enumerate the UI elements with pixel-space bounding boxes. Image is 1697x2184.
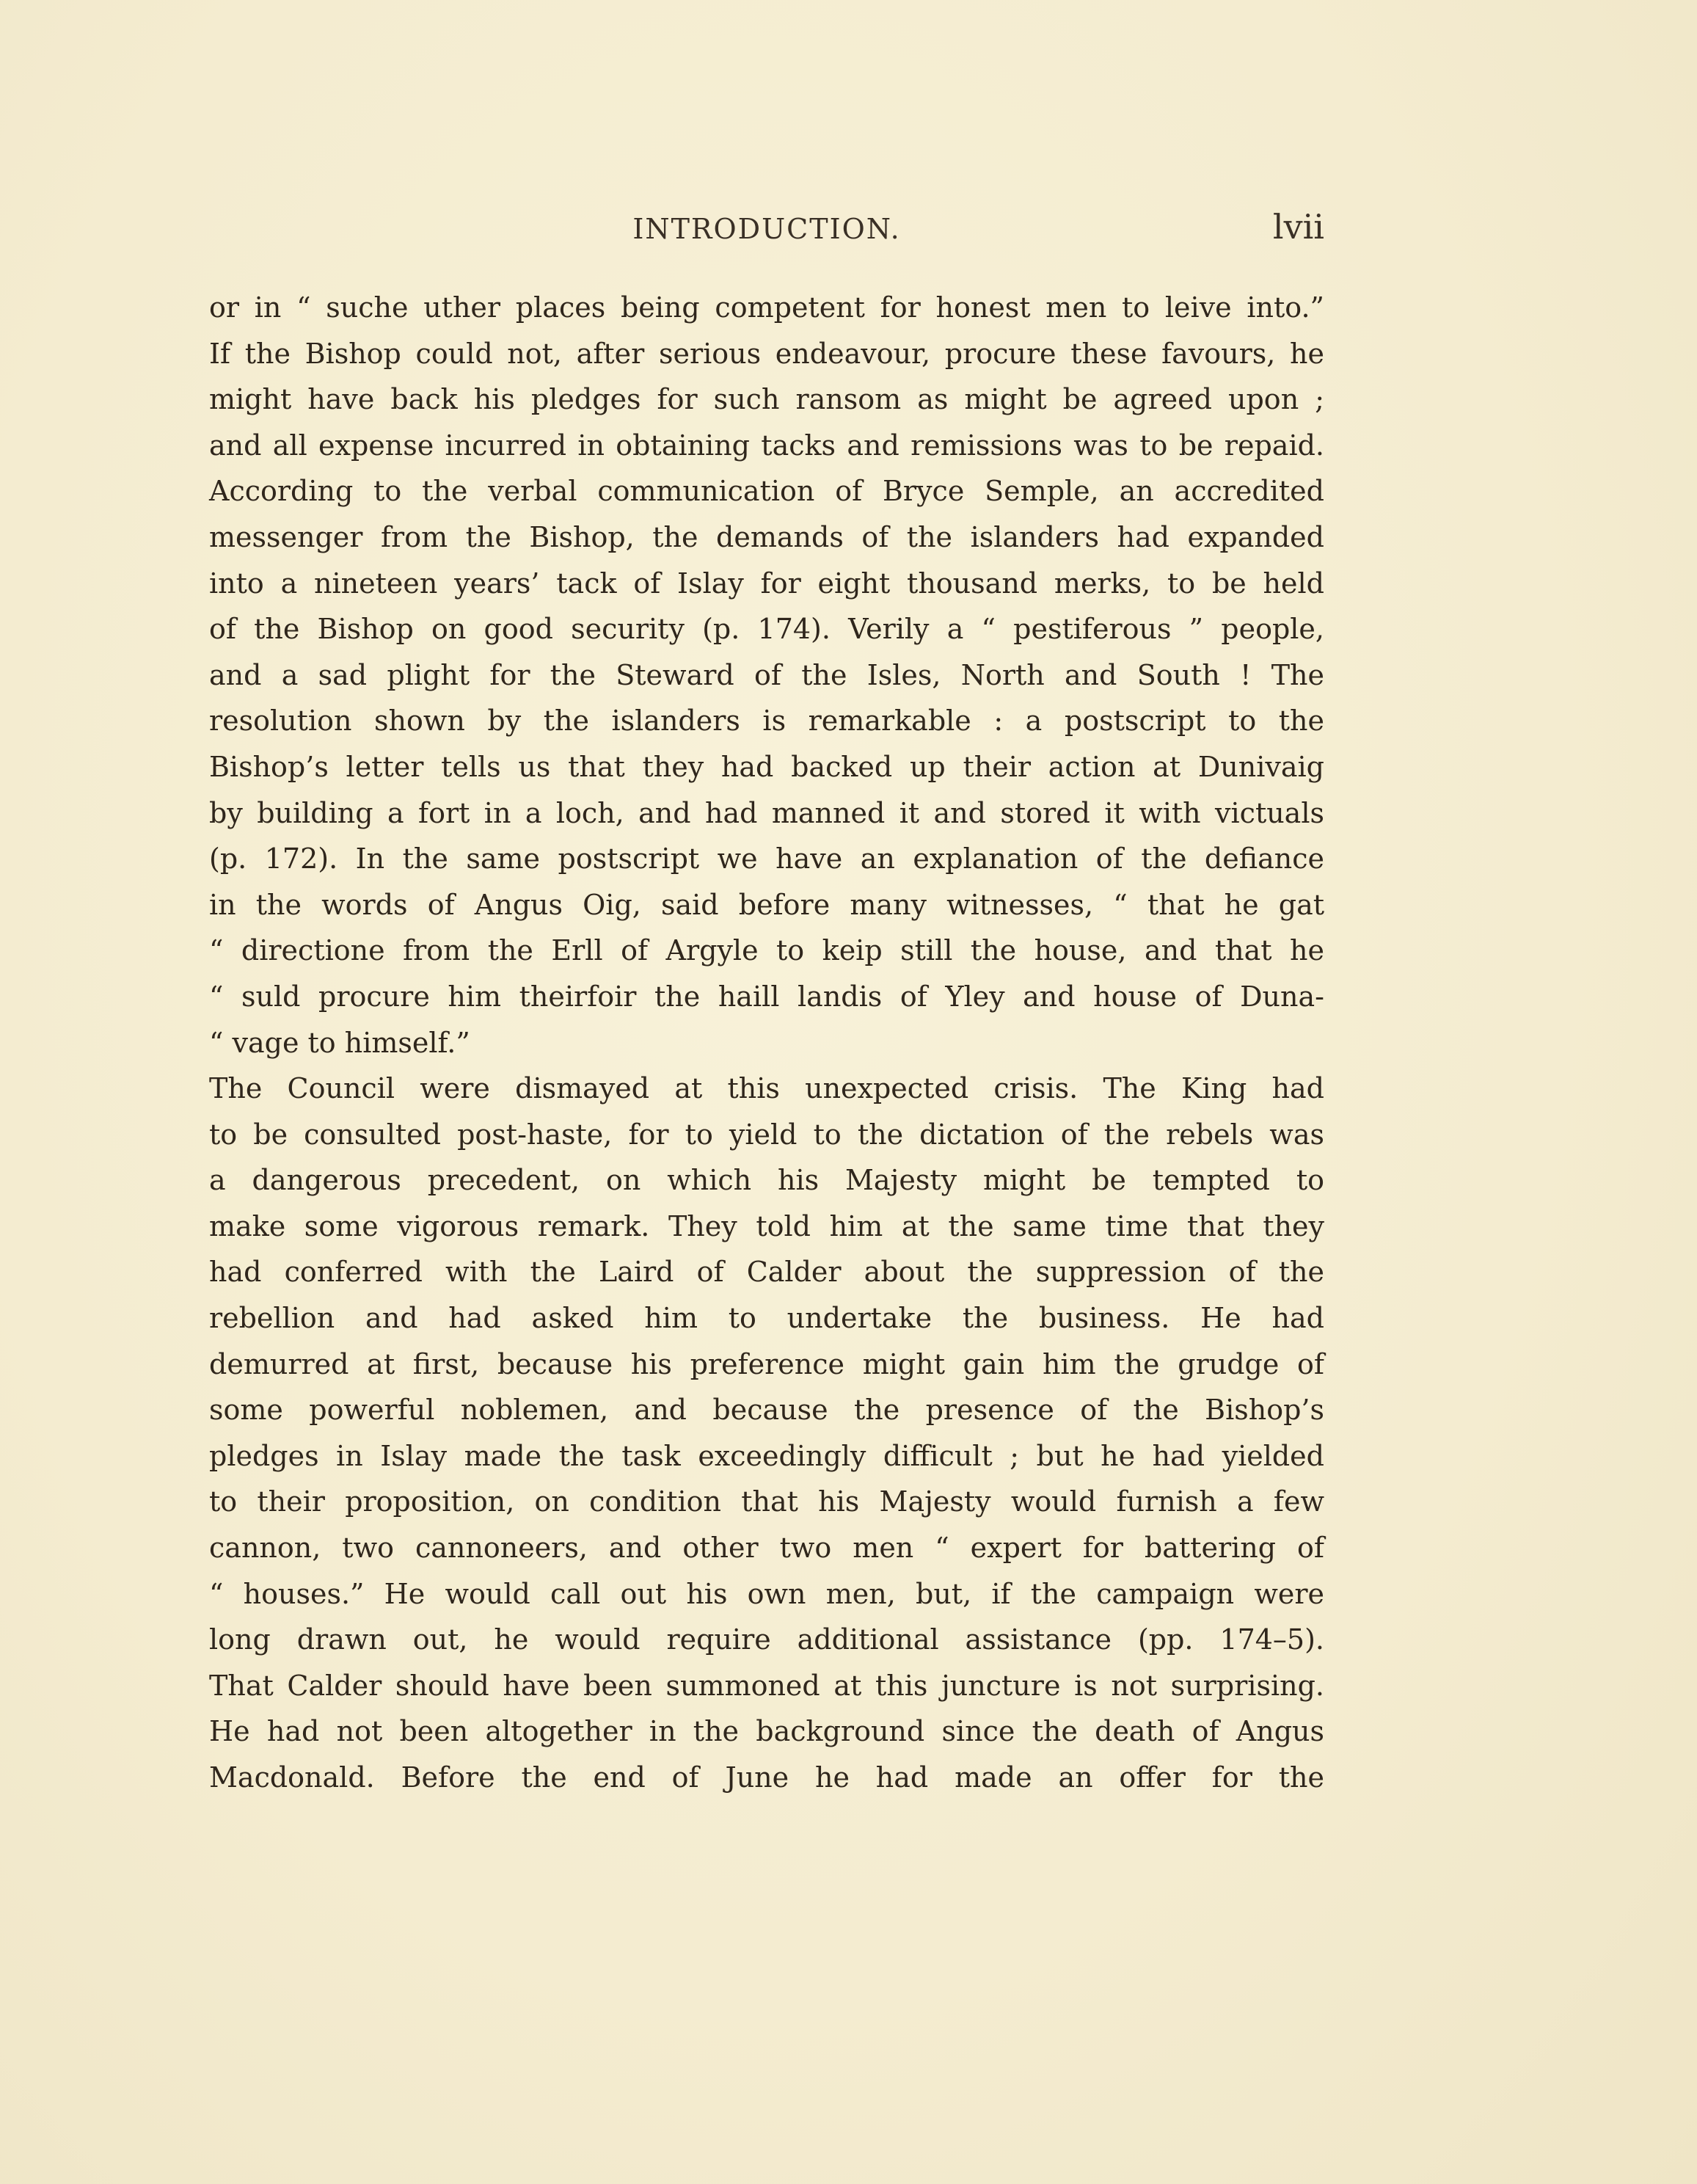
text-line: “ vage to himself.” [209, 1026, 470, 1059]
text-line: (p. 172). In the same postscript we have an explanation of the defiance [209, 842, 1324, 876]
running-title: INTRODUCTION. [632, 213, 901, 245]
text-line: demurred at first, because his preference might gain him the grudge of [209, 1347, 1324, 1380]
text-line: “ suld procure him theirfoir the haill landis of Yley and house of Duna- [209, 980, 1324, 1013]
text-line: resolution shown by the islanders is remarkable : a postscript to the [209, 705, 1324, 738]
text-line: messenger from the Bishop, the demands of the islanders had expanded [209, 520, 1324, 553]
text-line: in the words of Angus Oig, said before many witnesses, “ that he gat [209, 888, 1324, 921]
text-line: to their proposition, on condition that his Majesty would furnish a few [209, 1485, 1324, 1518]
text-line: That Calder should have been summoned at this juncture is not surprising. [209, 1669, 1324, 1702]
text-line: “ directione from the Erll of Argyle to keip still the house, and that he [209, 934, 1324, 967]
text-line: rebellion and had asked him to undertake the business. He had [209, 1302, 1324, 1335]
text-line: and all expense incurred in obtaining tacks and remissions was to be repaid. [209, 429, 1324, 462]
page-number: lvii [1272, 207, 1324, 247]
text-line: a dangerous precedent, on which his Majesty might be tempted to [209, 1164, 1324, 1197]
text-line: to be consulted post-haste, for to yield to the dictation of the rebels was [209, 1118, 1324, 1151]
text-line: into a nineteen years’ tack of Islay for eight thousand merks, to be held [209, 567, 1324, 600]
text-line: Macdonald. Before the end of June he had made an offer for the [209, 1761, 1324, 1794]
text-line: If the Bishop could not, after serious endeavour, procure these favours, he [209, 337, 1324, 370]
text-line: He had not been altogether in the background since the death of Angus [209, 1715, 1324, 1748]
text-line: long drawn out, he would require additional assistance (pp. 174–5). [209, 1623, 1324, 1656]
text-line: might have back his pledges for such ransom as might be agreed upon ; [209, 383, 1324, 416]
text-line: cannon, two cannoneers, and other two men “ expert for battering of [209, 1532, 1324, 1565]
text-line: or in “ suche uther places being competent for honest men to leive into.” [209, 291, 1324, 324]
text-line: by building a fort in a loch, and had manned it and stored it with victuals [209, 796, 1324, 829]
text-line: Bishop’s letter tells us that they had backed up their action at Dunivaig [209, 750, 1324, 783]
text-line: pledges in Islay made the task exceedingly difficult ; but he had yielded [209, 1439, 1324, 1472]
text-line: “ houses.” He would call out his own men, but, if the campaign were [209, 1577, 1324, 1610]
text-line: had conferred with the Laird of Calder about the suppression of the [209, 1256, 1324, 1289]
text-line: make some vigorous remark. They told him at the same time that they [209, 1209, 1324, 1242]
body-text [209, 285, 1324, 1801]
text-line: some powerful noblemen, and because the presence of the Bishop’s [209, 1394, 1324, 1427]
text-line: The Council were dismayed at this unexpected crisis. The King had [209, 1072, 1324, 1105]
text-line: According to the verbal communication of Bryce Semple, an accredited [209, 475, 1324, 508]
page-header [209, 207, 1324, 258]
text-line: and a sad plight for the Steward of the Isles, North and South ! The [209, 658, 1324, 691]
text-line: of the Bishop on good security (p. 174). Verily a “ pestiferous ” people, [209, 613, 1324, 646]
